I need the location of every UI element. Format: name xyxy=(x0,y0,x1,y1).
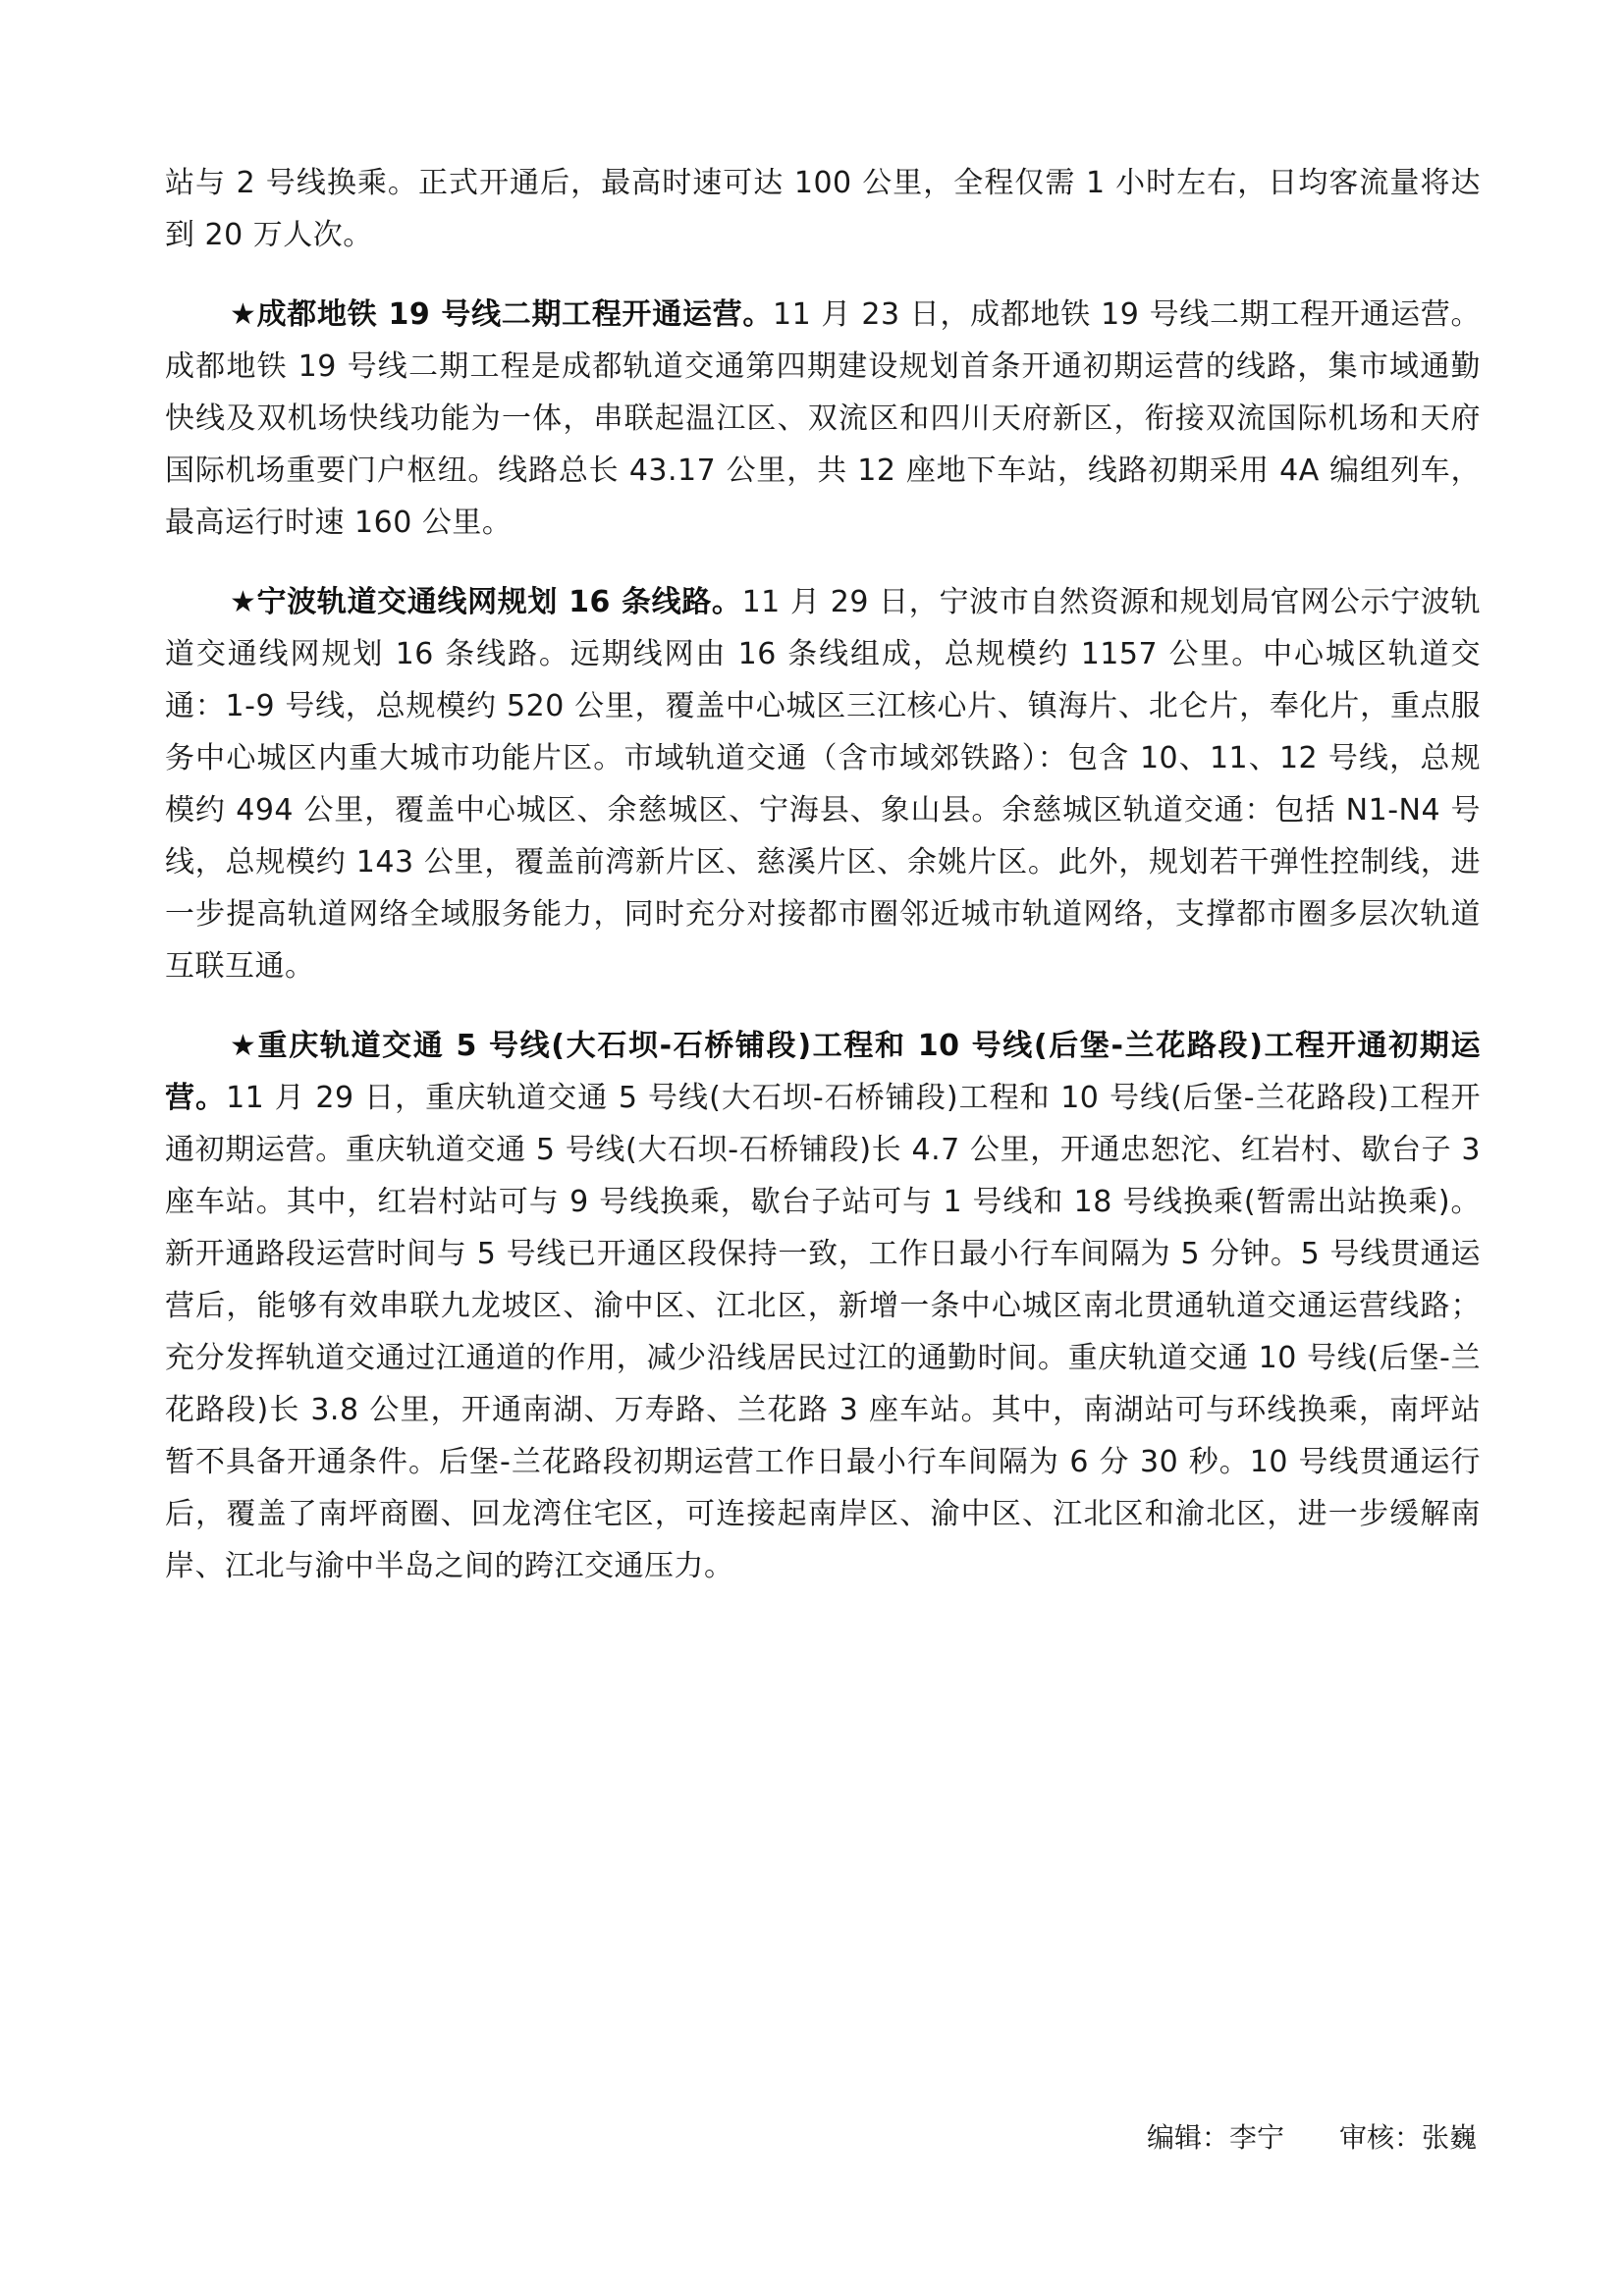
paragraph-continuation xyxy=(165,157,1481,261)
paragraph-text: 11 月 23 日，成都地铁 19 号线二期工程开通运营。成都地铁 19 号线二期工程是成都轨道交通第四期建设规划首条开通初期运营的线路，集市域通勤快线及双机场快线功能为一体，串联起温江区、双流区和四川天府新区，衔接双流国际机场和天府国际机场重要门户枢纽。线路总长 43.17 公里，共 12 座地下车站，线路初期采用 4A 编组列车，最高运行时速 160 公里。 xyxy=(165,297,1482,540)
article-body xyxy=(165,157,1481,1620)
paragraph-text: 11 月 29 日，重庆轨道交通 5 号线(大石坝-石桥铺段)工程和 10 号线(后堡-兰花路段)工程开通初期运营。重庆轨道交通 5 号线(大石坝-石桥铺段)长 4.7 公里，开通忠恕沱、红岩村、歇台子 3 座车站。其中，红岩村站可与 9 号线换乘，歇台子站可与 1 号线和 18 号线换乘(暂需出站换乘)。新开通路段运营时间与 5 号线已开通区段保持一致，工作日最小行车间隔为 5 分钟。5 号线贯通运营后，能够有效串联九龙坡区、渝中区、江北区，新增一条中心城区南北贯通轨道交通运营线路；充分发挥轨道交通过江通道的作用，减少沿线居民过江的通勤时间。重庆轨道交通 10 号线(后堡-兰花路段)长 3.8 公里，开通南湖、万寿路、兰花路 3 座车站。其中，南湖站可与环线换乘，南坪站暂不具备开通条件。后堡-兰花路段初期运营工作日最小行车间隔为 6 分 30 秒。10 号线贯通运行后，覆盖了南坪商圈、回龙湾住宅区，可连接起南岸区、渝中区、江北区和渝北区，进一步缓解南岸、江北与渝中半岛之间的跨江交通压力。 xyxy=(165,1081,1482,1583)
paragraph-chongqing-lines xyxy=(165,1020,1481,1592)
reviewer-credit: 审核：张巍 xyxy=(1338,2121,1477,2154)
paragraph-headline: ★成都地铁 19 号线二期工程开通运营。 xyxy=(230,297,774,332)
paragraph-text: 11 月 29 日，宁波市自然资源和规划局官网公示宁波轨道交通线网规划 16 条线路。远期线网由 16 条线组成，总规模约 1157 公里。中心城区轨道交通：1-9 号线，总规模约 520 公里，覆盖中心城区三江核心片、镇海片、北仑片，奉化片，重点服务中心城区内重大城市功能片区。市域轨道交通（含市域郊铁路）：包含 10、11、12 号线，总规模约 494 公里，覆盖中心城区、余慈城区、宁海县、象山县。余慈城区轨道交通：包括 N1-N4 号线，总规模约 143 公里，覆盖前湾新片区、慈溪片区、余姚片区。此外，规划若干弹性控制线，进一步提高轨道网络全域服务能力，同时充分对接都市圈邻近城市轨道网络，支撑都市圈多层次轨道互联互通。 xyxy=(165,585,1481,984)
paragraph-headline: ★宁波轨道交通线网规划 16 条线路。 xyxy=(230,585,742,619)
paragraph-text: 站与 2 号线换乘。正式开通后，最高时速可达 100 公里，全程仅需 1 小时左右，日均客流量将达到 20 万人次。 xyxy=(165,166,1481,252)
editorial-credits xyxy=(1147,2118,1477,2158)
editor-credit: 编辑：李宁 xyxy=(1146,2121,1284,2154)
paragraph-headline: ★重庆轨道交通 5 号线(大石坝-石桥铺段)工程和 10 号线(后堡-兰花路段)工程开通初期运营。 xyxy=(165,1029,1481,1115)
paragraph-ningbo-network xyxy=(165,576,1481,992)
paragraph-chengdu-line19 xyxy=(165,289,1481,549)
